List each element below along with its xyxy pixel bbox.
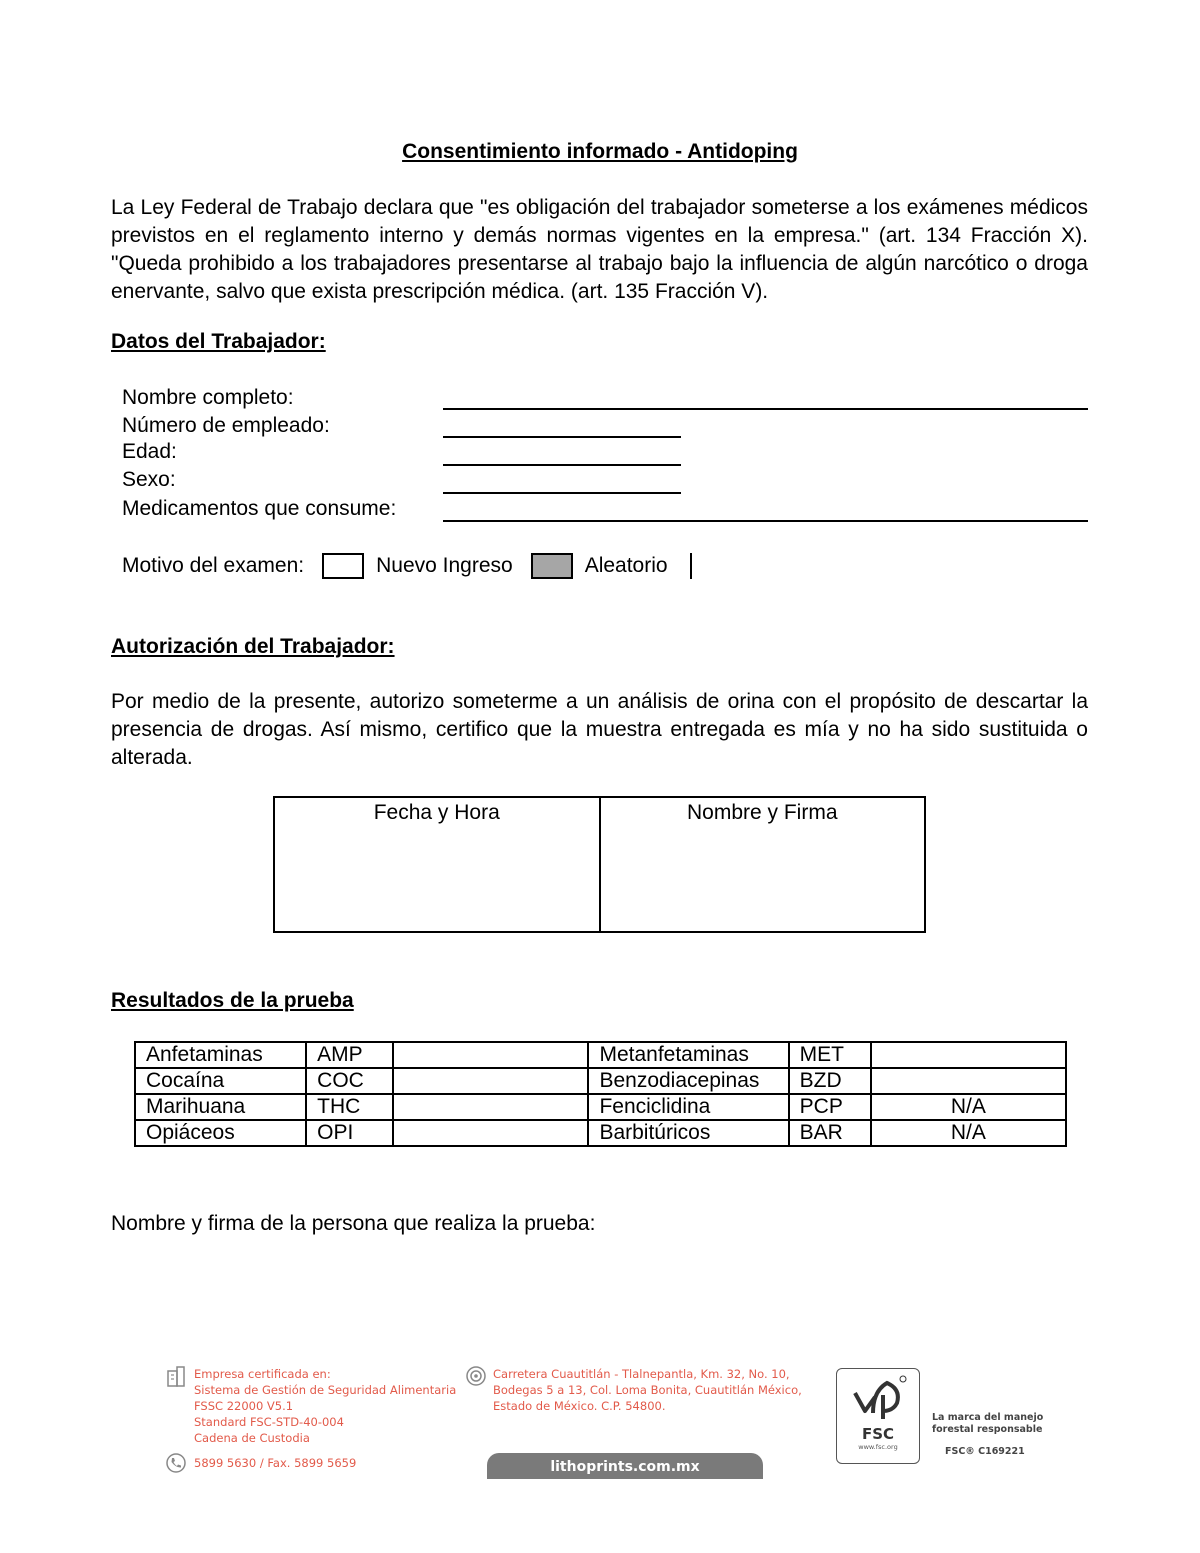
field-label-edad: Edad: xyxy=(122,440,177,463)
field-label-sexo: Sexo: xyxy=(122,468,176,491)
option-label-aleatorio: Aleatorio xyxy=(584,554,668,577)
result-cell[interactable] xyxy=(393,1042,588,1068)
drug-name: Benzodiacepinas xyxy=(588,1068,788,1094)
authorization-paragraph: Por medio de la presente, autorizo someterme a un análisis de orina con el propósito de descartar la presencia de drogas. Así mismo, certifico que la muestra entregada es mía y no ha sido sustituida o alterada. xyxy=(111,690,1088,769)
drug-name: Cocaína xyxy=(135,1068,306,1094)
page-footer xyxy=(0,1360,1200,1553)
certification-block xyxy=(194,1366,456,1446)
signature-table xyxy=(273,796,926,933)
field-label-nombre: Nombre completo: xyxy=(122,386,294,409)
results-heading: Resultados de la prueba xyxy=(111,989,354,1012)
result-cell[interactable] xyxy=(871,1068,1066,1094)
building-icon xyxy=(165,1365,187,1387)
result-cell[interactable]: N/A xyxy=(871,1120,1066,1146)
field-input-edad[interactable] xyxy=(443,464,681,466)
drug-code: BZD xyxy=(789,1068,871,1094)
table-row xyxy=(135,1094,1066,1120)
checkbox-aleatorio[interactable] xyxy=(531,553,573,579)
field-label-numero-empleado: Número de empleado: xyxy=(122,414,330,437)
field-label-medicamentos: Medicamentos que consume: xyxy=(122,497,397,520)
phone-icon xyxy=(165,1452,187,1474)
drug-name: Metanfetaminas xyxy=(588,1042,788,1068)
drug-name: Anfetaminas xyxy=(135,1042,306,1068)
table-row xyxy=(135,1068,1066,1094)
results-table xyxy=(134,1041,1067,1147)
signature-cell-fecha-hora[interactable] xyxy=(275,798,599,931)
drug-name: Fenciclidina xyxy=(588,1094,788,1120)
cert-line: Empresa certificada en: xyxy=(194,1367,331,1381)
fsc-logo xyxy=(836,1368,920,1464)
drug-code: THC xyxy=(306,1094,393,1120)
drug-code: BAR xyxy=(789,1120,871,1146)
drug-code: COC xyxy=(306,1068,393,1094)
result-cell[interactable] xyxy=(393,1068,588,1094)
fsc-tagline xyxy=(932,1412,1043,1436)
motivo-label: Motivo del examen: xyxy=(122,554,305,577)
address-line: Bodegas 5 a 13, Col. Loma Bonita, Cuautitlán México, xyxy=(493,1383,802,1397)
location-icon xyxy=(465,1365,487,1387)
intro-paragraph: La Ley Federal de Trabajo declara que "es obligación del trabajador someterse a los exámenes médicos previstos en el reglamento interno y demás normas vigentes en la empresa." (art. 134 Fracción X). "Queda prohibido a los trabajadores presentarse al trabajo bajo la influencia de algún narcótico o droga enervante, salvo que exista prescripción médica. (art. 135 Fracción V). xyxy=(111,196,1088,303)
drug-name: Marihuana xyxy=(135,1094,306,1120)
fsc-wordmark: FSC xyxy=(861,1425,895,1443)
fsc-tagline-line: La marca del manejo xyxy=(932,1412,1044,1423)
page-title: Consentimiento informado - Antidoping xyxy=(402,140,798,163)
field-input-sexo[interactable] xyxy=(443,492,681,494)
result-cell[interactable] xyxy=(871,1042,1066,1068)
motivo-row xyxy=(122,550,692,582)
text-cursor xyxy=(690,553,692,579)
field-input-numero-empleado[interactable] xyxy=(443,436,681,438)
fsc-tagline-line: forestal responsable xyxy=(932,1424,1043,1435)
address-line: Estado de México. C.P. 54800. xyxy=(493,1399,666,1413)
signature-cell-nombre-firma[interactable] xyxy=(599,798,925,931)
option-label-nuevo-ingreso: Nuevo Ingreso xyxy=(376,554,513,577)
fsc-license-code: FSC® C169221 xyxy=(945,1446,1025,1457)
result-cell[interactable] xyxy=(393,1120,588,1146)
phone-number: 5899 5630 / Fax. 5899 5659 xyxy=(194,1456,357,1470)
cert-line: Cadena de Custodia xyxy=(194,1431,310,1445)
field-input-medicamentos[interactable] xyxy=(443,520,1088,522)
cert-line: Standard FSC-STD-40-004 xyxy=(194,1415,344,1429)
result-cell[interactable]: N/A xyxy=(871,1094,1066,1120)
result-cell[interactable] xyxy=(393,1094,588,1120)
drug-name: Opiáceos xyxy=(135,1120,306,1146)
fsc-url: www.fsc.org xyxy=(858,1443,898,1451)
field-input-nombre[interactable] xyxy=(443,408,1088,410)
drug-code: PCP xyxy=(789,1094,871,1120)
authorization-heading: Autorización del Trabajador: xyxy=(111,635,395,658)
fsc-tree-icon xyxy=(843,1373,913,1425)
signature-header-nombre-firma: Nombre y Firma xyxy=(686,801,838,824)
table-row xyxy=(135,1120,1066,1146)
cert-line: Sistema de Gestión de Seguridad Alimentaria xyxy=(194,1383,457,1397)
table-row xyxy=(135,1042,1066,1068)
website-link[interactable]: lithoprints.com.mx xyxy=(487,1453,763,1479)
tester-signature-label: Nombre y firma de la persona que realiza la prueba: xyxy=(111,1212,596,1235)
address-line: Carretera Cuautitlán - Tlalnepantla, Km. 32, No. 10, xyxy=(493,1367,790,1381)
worker-section-heading: Datos del Trabajador: xyxy=(111,330,326,353)
address-block xyxy=(493,1366,802,1414)
signature-header-fecha-hora: Fecha y Hora xyxy=(373,801,500,824)
drug-code: OPI xyxy=(306,1120,393,1146)
cert-line: FSSC 22000 V5.1 xyxy=(194,1399,294,1413)
drug-code: MET xyxy=(789,1042,871,1068)
checkbox-nuevo-ingreso[interactable] xyxy=(322,553,364,579)
drug-name: Barbitúricos xyxy=(588,1120,788,1146)
drug-code: AMP xyxy=(306,1042,393,1068)
